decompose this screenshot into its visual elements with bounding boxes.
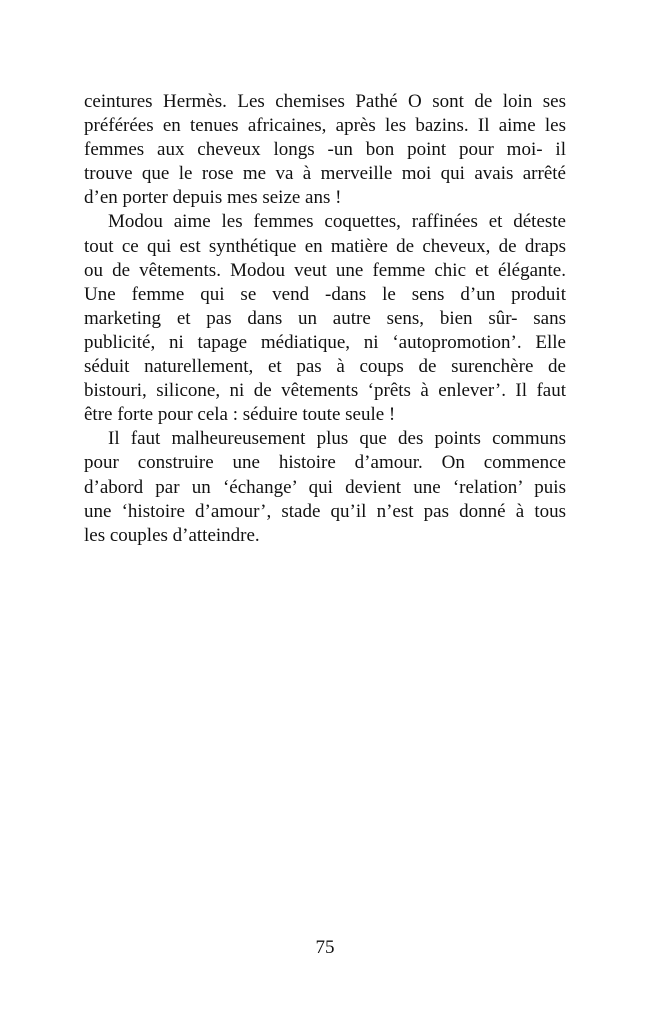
text-line: d’en porter depuis mes seize ans !: [84, 187, 342, 209]
text-line: publicité, ni tapage médiatique, ni ‘autopromotion’. Elle: [84, 331, 566, 353]
text-line: marketing et pas dans un autre sens, bien sûr- sans: [84, 307, 566, 329]
text-line: tout ce qui est synthétique en matière de cheveux, de draps: [84, 235, 566, 257]
text-line: pour construire une histoire d’amour. On commence: [84, 452, 566, 474]
text-line: séduit naturellement, et pas à coups de surenchère de: [84, 356, 566, 378]
page-number: 75: [315, 937, 335, 958]
text-line: Modou aime les femmes coquettes, raffinées et déteste: [108, 211, 566, 233]
text-line: bistouri, silicone, ni de vêtements ‘prêts à enlever’. Il faut: [84, 380, 566, 402]
text-line: ceintures Hermès. Les chemises Pathé O sont de loin ses: [84, 91, 566, 112]
text-line: trouve que le rose me va à merveille moi qui avais arrêté: [84, 163, 566, 185]
text-line: femmes aux cheveux longs -un bon point pour moi- il: [84, 139, 566, 161]
text-line: être forte pour cela : séduire toute seule !: [84, 404, 396, 426]
paragraph-2: [84, 210, 566, 427]
text-line: d’abord par un ‘échange’ qui devient une ‘relation’ puis: [84, 476, 566, 498]
paragraph-1: [84, 90, 566, 210]
page-body: [84, 90, 566, 548]
text-line: Une femme qui se vend -dans le sens d’un produit: [84, 283, 566, 305]
text-line: préférées en tenues africaines, après les bazins. Il aime les: [84, 115, 566, 137]
text-line: ou de vêtements. Modou veut une femme chic et élégante.: [84, 259, 566, 281]
paragraph-3: [84, 427, 566, 547]
text-line: une ‘histoire d’amour’, stade qu’il n’est pas donné à tous: [84, 500, 566, 522]
text-line: les couples d’atteindre.: [84, 524, 260, 546]
text-line: Il faut malheureusement plus que des points communs: [108, 428, 566, 450]
